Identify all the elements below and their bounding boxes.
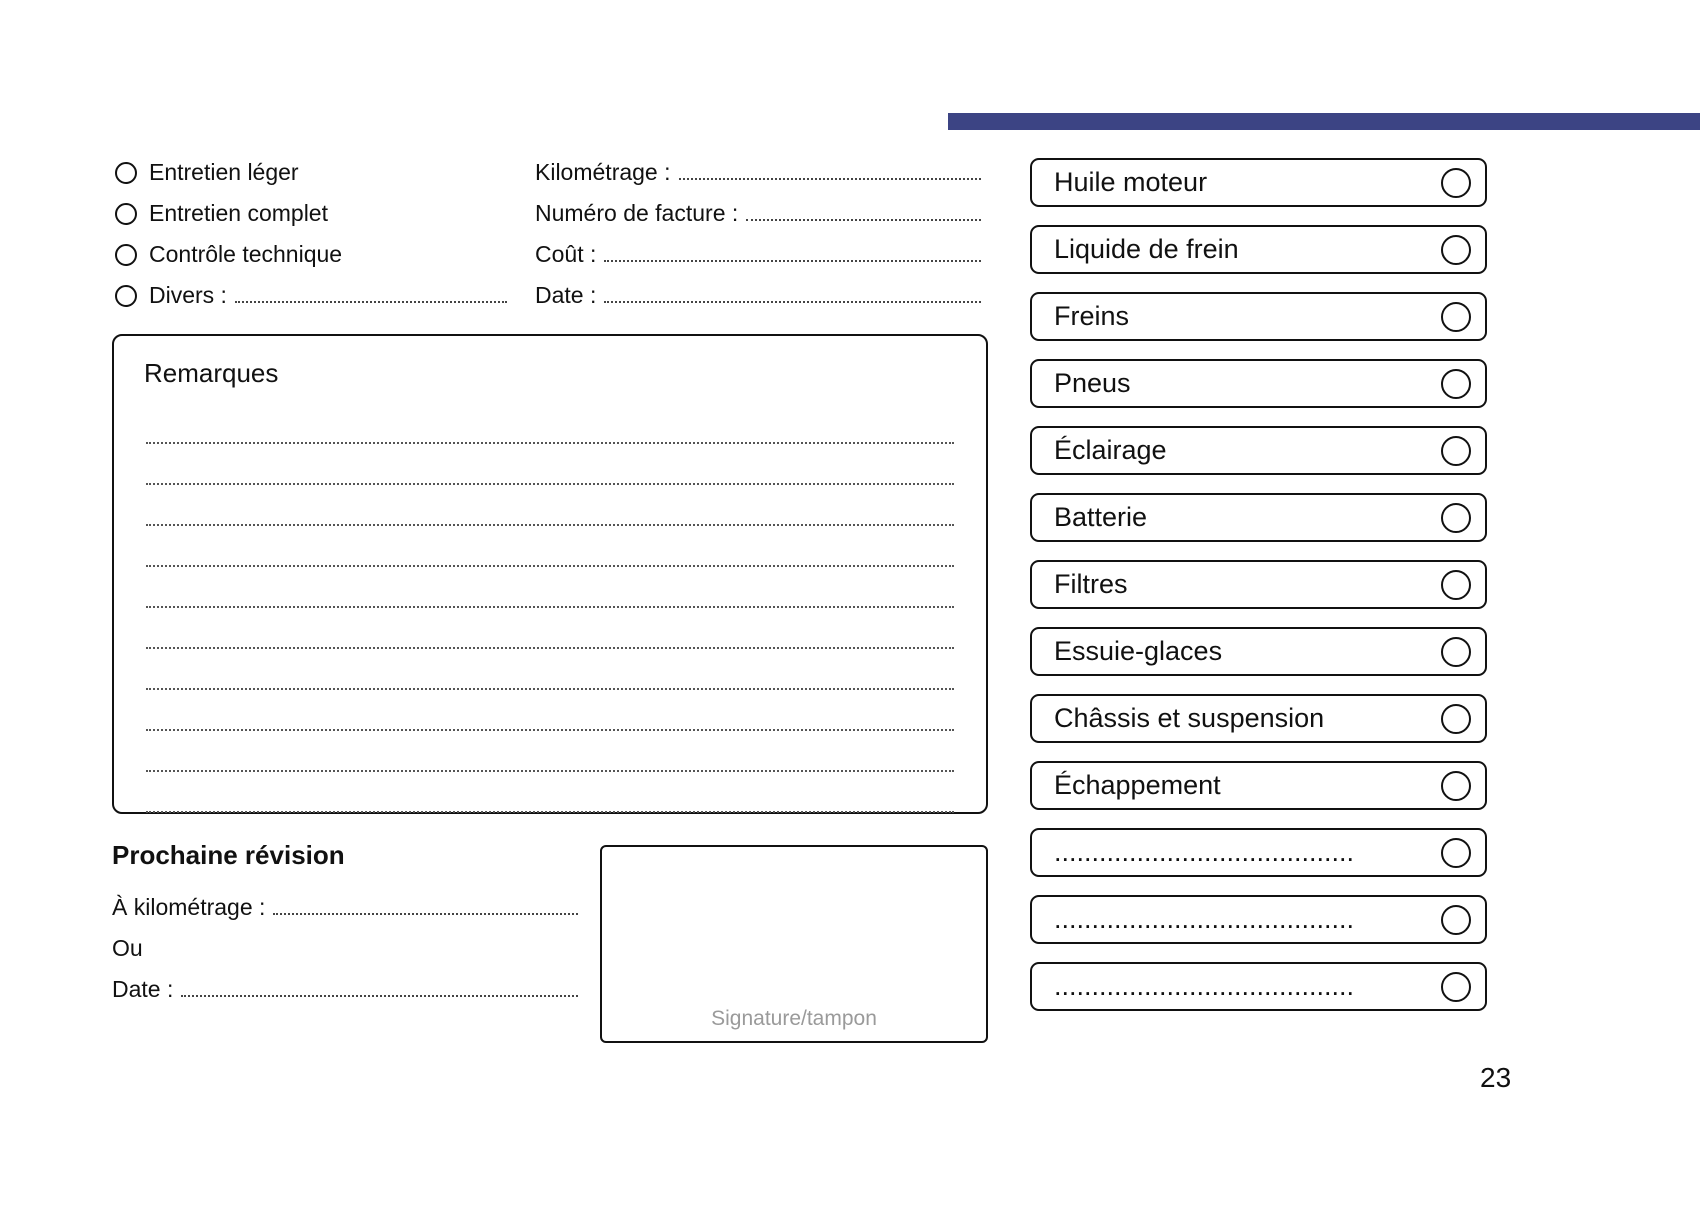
option-label: Contrôle technique <box>149 241 343 267</box>
next-service-km <box>112 887 578 928</box>
remarks-fill-line[interactable] <box>146 649 954 690</box>
field-label: Date : <box>535 282 597 308</box>
checklist-item-echappement <box>1030 761 1487 810</box>
radio-circle-icon[interactable] <box>115 285 137 307</box>
inspection-checklist <box>1030 158 1487 1029</box>
option-entretien-complet <box>115 193 507 234</box>
checklist-item-filtres <box>1030 560 1487 609</box>
checklist-item-label: Filtres <box>1054 569 1128 599</box>
option-label: Entretien léger <box>149 159 299 185</box>
checklist-item-label: Pneus <box>1054 368 1131 398</box>
checklist-item-huile-moteur <box>1030 158 1487 207</box>
check-circle-icon[interactable] <box>1441 436 1471 466</box>
checklist-item-label[interactable]: ........................................ <box>1054 971 1355 1001</box>
radio-circle-icon[interactable] <box>115 244 137 266</box>
field-label: Numéro de facture : <box>535 200 739 226</box>
page-number: 23 <box>1480 1062 1512 1093</box>
service-type-options <box>115 152 507 316</box>
checklist-item-label[interactable]: ........................................ <box>1054 904 1355 934</box>
numero-facture-fill-line[interactable] <box>746 206 981 221</box>
checklist-item-label: Batterie <box>1054 502 1148 532</box>
option-entretien-leger <box>115 152 507 193</box>
field-numero-facture <box>535 193 981 234</box>
next-date-fill-line[interactable] <box>181 982 578 997</box>
checklist-item-label: Châssis et suspension <box>1054 703 1325 733</box>
field-date <box>535 275 981 316</box>
remarks-fill-line[interactable] <box>146 403 954 444</box>
next-service-title: Prochaine révision <box>112 840 345 870</box>
signature-box[interactable] <box>600 845 988 1043</box>
radio-circle-icon[interactable] <box>115 162 137 184</box>
field-label: Ou <box>112 935 143 961</box>
checklist-item-label: Huile moteur <box>1054 167 1208 197</box>
check-circle-icon[interactable] <box>1441 704 1471 734</box>
checklist-item-label: Liquide de frein <box>1054 234 1239 264</box>
check-circle-icon[interactable] <box>1441 302 1471 332</box>
check-circle-icon[interactable] <box>1441 771 1471 801</box>
remarks-box <box>112 334 988 814</box>
checklist-item-blank-2 <box>1030 895 1487 944</box>
next-service-section <box>112 840 578 1010</box>
field-label: Coût : <box>535 241 597 267</box>
check-circle-icon[interactable] <box>1441 503 1471 533</box>
remarks-fill-line[interactable] <box>146 485 954 526</box>
option-divers <box>115 275 507 316</box>
checklist-item-chassis-suspension <box>1030 694 1487 743</box>
remarks-title: Remarques <box>144 358 279 388</box>
remarks-fill-line[interactable] <box>146 444 954 485</box>
checklist-item-label: Essuie-glaces <box>1054 636 1223 666</box>
divers-fill-line[interactable] <box>235 288 507 303</box>
cout-fill-line[interactable] <box>604 247 981 262</box>
check-circle-icon[interactable] <box>1441 235 1471 265</box>
next-km-fill-line[interactable] <box>273 900 578 915</box>
check-circle-icon[interactable] <box>1441 168 1471 198</box>
remarks-fill-line[interactable] <box>146 690 954 731</box>
check-circle-icon[interactable] <box>1441 972 1471 1002</box>
date-fill-line[interactable] <box>604 288 981 303</box>
field-label: Kilométrage : <box>535 159 671 185</box>
field-label: Date : <box>112 976 174 1002</box>
checklist-item-pneus <box>1030 359 1487 408</box>
field-label: À kilométrage : <box>112 894 266 920</box>
remarks-fill-line[interactable] <box>146 772 954 813</box>
checklist-item-eclairage <box>1030 426 1487 475</box>
checklist-item-essuie-glaces <box>1030 627 1487 676</box>
checklist-item-blank-1 <box>1030 828 1487 877</box>
checklist-item-label[interactable]: ........................................ <box>1054 837 1355 867</box>
check-circle-icon[interactable] <box>1441 637 1471 667</box>
checklist-item-label: Éclairage <box>1054 435 1167 465</box>
check-circle-icon[interactable] <box>1441 905 1471 935</box>
remarks-fill-line[interactable] <box>146 567 954 608</box>
accent-bar <box>948 113 1700 130</box>
remarks-fill-line[interactable] <box>146 526 954 567</box>
checklist-item-label: Échappement <box>1054 770 1221 800</box>
check-circle-icon[interactable] <box>1441 838 1471 868</box>
next-service-date <box>112 969 578 1010</box>
checklist-item-freins <box>1030 292 1487 341</box>
checklist-item-liquide-de-frein <box>1030 225 1487 274</box>
checklist-item-batterie <box>1030 493 1487 542</box>
checklist-item-blank-3 <box>1030 962 1487 1011</box>
next-service-or <box>112 928 578 969</box>
field-kilometrage <box>535 152 981 193</box>
kilometrage-fill-line[interactable] <box>679 165 981 180</box>
invoice-fields <box>535 152 981 316</box>
check-circle-icon[interactable] <box>1441 369 1471 399</box>
option-label: Entretien complet <box>149 200 328 226</box>
option-label: Divers : <box>149 282 227 308</box>
check-circle-icon[interactable] <box>1441 570 1471 600</box>
remarks-fill-line[interactable] <box>146 608 954 649</box>
radio-circle-icon[interactable] <box>115 203 137 225</box>
option-controle-technique <box>115 234 507 275</box>
remarks-fill-line[interactable] <box>146 731 954 772</box>
signature-label: Signature/tampon <box>711 1007 877 1030</box>
field-cout <box>535 234 981 275</box>
checklist-item-label: Freins <box>1054 301 1130 331</box>
